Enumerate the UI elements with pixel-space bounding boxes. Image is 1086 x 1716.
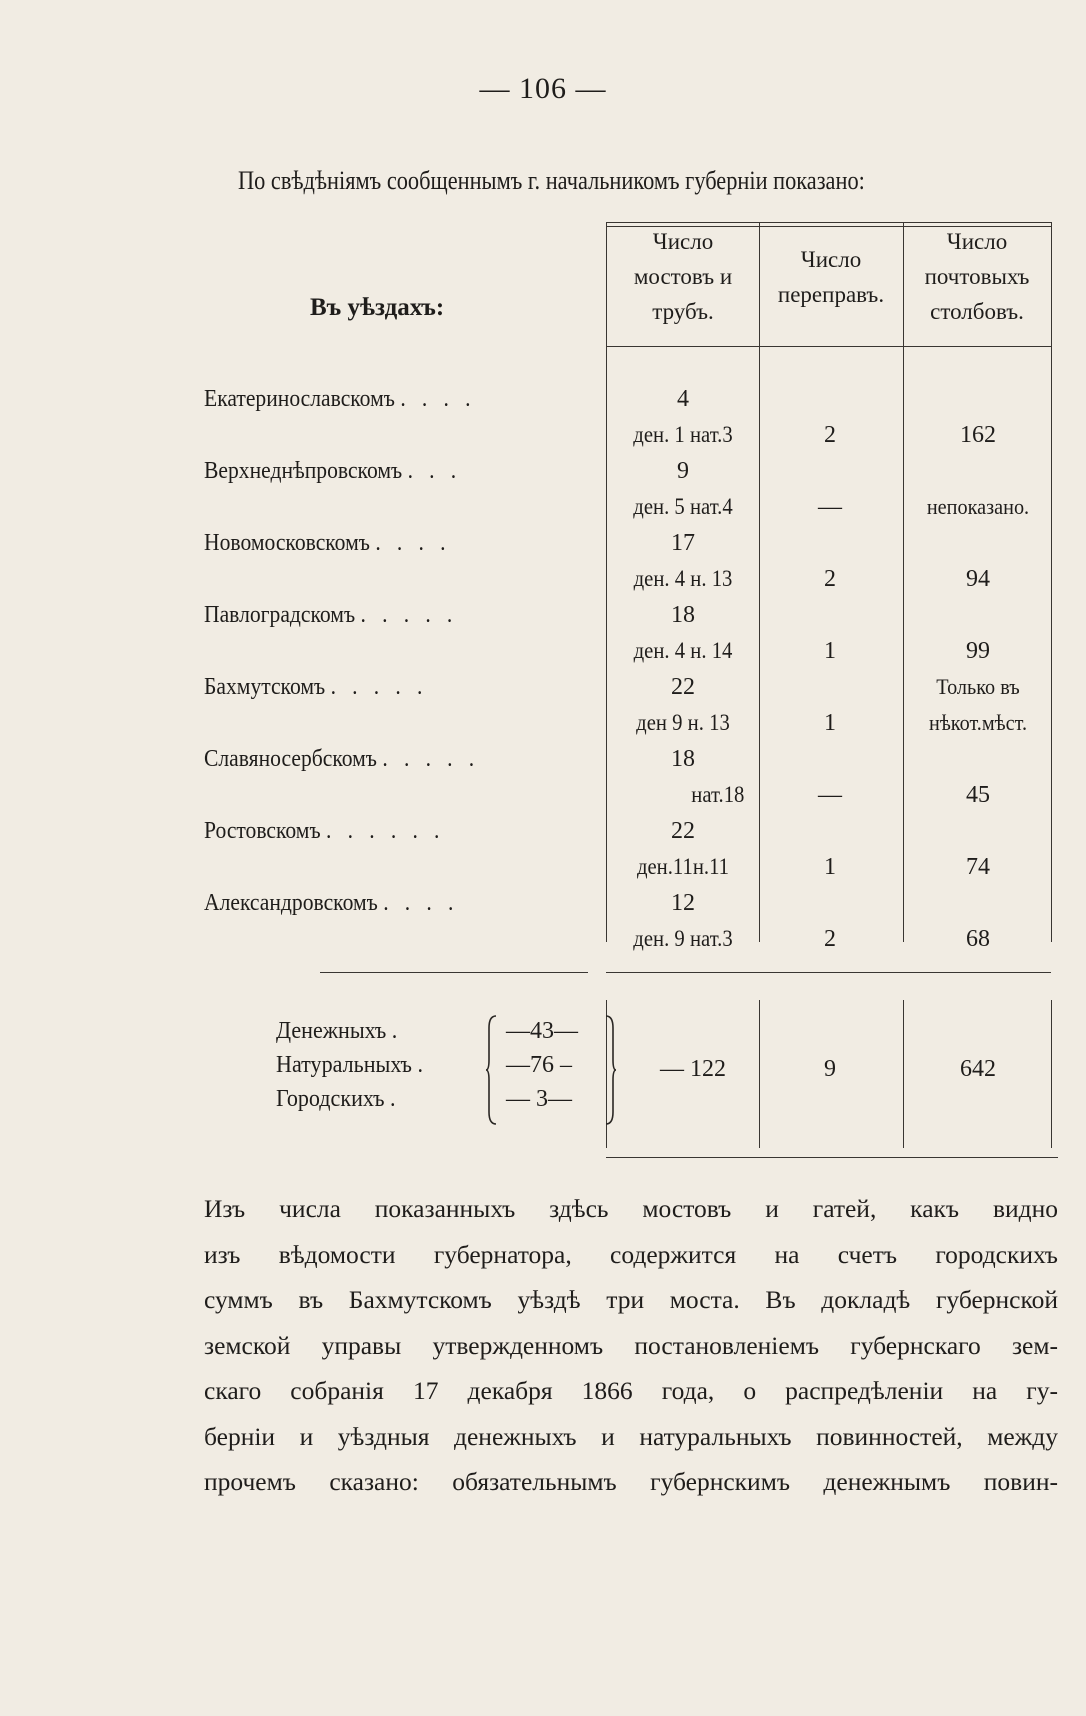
district-name: Екатеринославскомъ . . . . [204, 386, 476, 412]
posts-count: непоказано. [926, 494, 1030, 519]
header-districts: Въ уѣздахъ: [310, 294, 445, 321]
paragraph-line: берніи и уѣздныя денежныхъ и натуральныхъ повинностей, между [204, 1421, 1058, 1451]
crossings-count: 1 [824, 710, 836, 736]
bridges-detail: ден. 5 нат.4 [633, 494, 733, 519]
crossings-total: 9 [824, 1056, 836, 1082]
bridges-count: 12 [671, 890, 695, 916]
crossings-count: 2 [824, 566, 836, 592]
crossings-count: 2 [824, 926, 836, 952]
crossings-count: 1 [824, 638, 836, 664]
posts-count: 74 [966, 854, 990, 880]
bridges-detail: ден 9 н. 13 [636, 710, 730, 735]
paragraph-line: скаго собранія 17 декабря 1866 года, о распредѣленіи на гу- [204, 1376, 1058, 1405]
body-paragraph [204, 1186, 1058, 1505]
bridges-detail: ден. 4 н. 13 [633, 566, 733, 591]
bridges-count: 18 [671, 746, 695, 772]
bridges-detail: ден. 4 н. 14 [633, 638, 733, 663]
bridges-detail: ден.11н.11 [636, 854, 730, 879]
bridges-count: 4 [677, 386, 689, 412]
posts-count: 94 [966, 566, 990, 592]
district-name: Верхнеднѣпровскомъ . . . [204, 458, 462, 484]
crossings-count: 1 [824, 854, 836, 880]
posts-count: 162 [960, 422, 996, 448]
bridges-detail: нат.18 [691, 782, 745, 807]
posts-note: Только въ [936, 674, 1020, 699]
bridges-count: 22 [671, 818, 695, 844]
left-brace [484, 1014, 500, 1126]
district-name: Бахмутскомъ . . . . . [204, 674, 428, 700]
posts-total: 642 [960, 1056, 996, 1082]
header-crossings: Число переправъ. [777, 247, 885, 307]
page-number: — 106 — [479, 72, 607, 105]
crossings-count: 2 [824, 422, 836, 448]
total-label-natural: Натуральныхъ . [276, 1052, 424, 1078]
bridges-count: 17 [671, 530, 695, 556]
district-name: Славяносербскомъ . . . . . [204, 746, 480, 772]
total-label-monetary: Денежныхъ . [276, 1018, 398, 1044]
crossings-count: — [818, 494, 842, 520]
paragraph-line: изъ вѣдомости губернатора, содержится на счетъ городскихъ [204, 1239, 1058, 1269]
bridges-count: 18 [671, 602, 695, 628]
paragraph-line: Изъ числа показанныхъ здѣсь мостовъ и гатей, какъ видно [204, 1194, 1058, 1223]
bridges-count: 9 [677, 458, 689, 484]
total-value-natural: —76 – [506, 1052, 572, 1078]
bridges-detail: ден. 9 нат.3 [633, 926, 733, 951]
district-name: Новомосковскомъ . . . . [204, 530, 451, 556]
paragraph-line: земской управы утвержденномъ постановленіемъ губернскаго зем- [204, 1330, 1058, 1360]
intro-text: По свѣдѣніямъ сообщеннымъ г. начальникомъ губерніи показано: [238, 166, 865, 195]
posts-count: нѣкот.мѣст. [928, 710, 1028, 735]
header-posts: Число почтовыхъ столбовъ. [924, 229, 1030, 324]
district-name: Александровскомъ . . . . [204, 890, 459, 916]
posts-count: 99 [966, 638, 990, 664]
district-name: Ростовскомъ . . . . . . [204, 818, 445, 844]
paragraph-line: прочемъ сказано: обязательнымъ губернскимъ денежнымъ повин- [204, 1467, 1058, 1496]
posts-count: 45 [966, 782, 990, 808]
bridges-total: — 122 [660, 1056, 726, 1082]
posts-count: 68 [966, 926, 990, 952]
district-name: Павлоградскомъ . . . . . [204, 602, 458, 628]
paragraph-line: суммъ въ Бахмутскомъ уѣздѣ три моста. Въ докладѣ губернской [204, 1285, 1058, 1314]
total-value-city: — 3— [506, 1086, 572, 1112]
total-value-monetary: —43— [506, 1018, 578, 1044]
crossings-count: — [818, 782, 842, 808]
total-label-city: Городскихъ . [276, 1086, 396, 1112]
bridges-detail: ден. 1 нат.3 [633, 422, 733, 447]
bridges-count: 22 [671, 674, 695, 700]
header-bridges: Число мостовъ и трубъ. [633, 229, 733, 324]
